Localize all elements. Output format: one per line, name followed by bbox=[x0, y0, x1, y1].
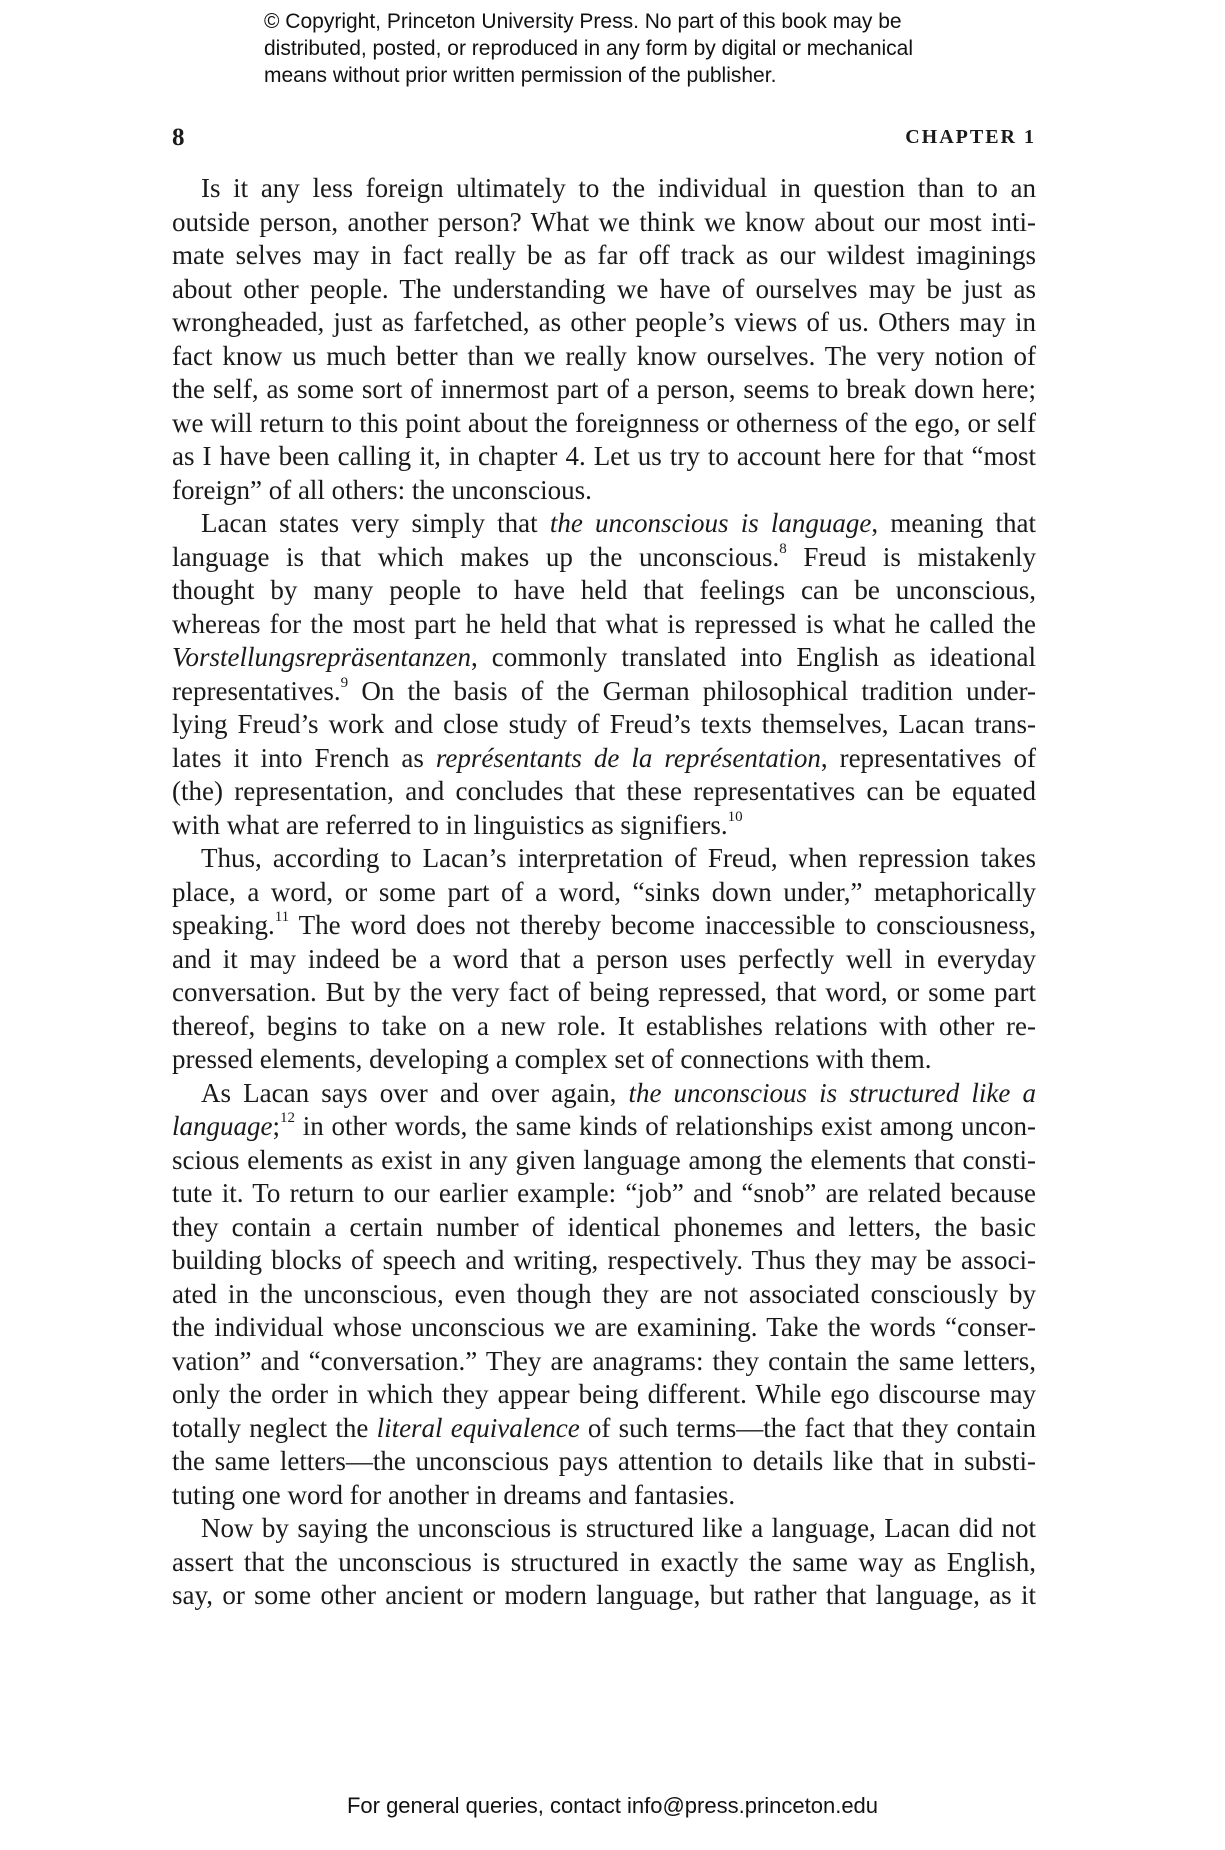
text-line: (the) representation, and concludes that these representatives can be equated bbox=[172, 776, 1036, 806]
paragraph bbox=[172, 1077, 1036, 1513]
italic-text: représentants de la représentation bbox=[435, 742, 821, 773]
chapter-label: CHAPTER 1 bbox=[905, 126, 1036, 148]
copyright-notice bbox=[264, 8, 1024, 89]
text-line: they contain a certain number of identical phonemes and letters, the basic bbox=[172, 1211, 1036, 1242]
text-line: whereas for the most part he held that what is repressed is what he called the bbox=[172, 608, 1036, 639]
copyright-line: distributed, posted, or reproduced in any form by digital or mechanical bbox=[264, 37, 914, 60]
paragraph bbox=[172, 1512, 1036, 1613]
text-line: tute it. To return to our earlier example: “job” and “snob” are related because bbox=[172, 1178, 1036, 1208]
text-line: language is that which makes up the unconscious.$^8$ Freud is mistakenly bbox=[172, 540, 1036, 572]
text-line: place, a word, or some part of a word, “sinks down under,” metaphorically bbox=[172, 876, 1036, 907]
text-line: the self, as some sort of innermost part of a person, seems to break down here; bbox=[172, 374, 1036, 404]
text-line: ated in the unconscious, even though they are not associated consciously by bbox=[172, 1278, 1036, 1309]
footnote-marker: 11 bbox=[274, 909, 290, 925]
paragraph bbox=[172, 842, 1036, 1077]
text-line: and it may indeed be a word that a person uses perfectly well in everyday bbox=[172, 943, 1036, 974]
text-line: we will return to this point about the foreignness or otherness of the ego, or self bbox=[172, 407, 1036, 438]
text-line: assert that the unconscious is structured in exactly the same way as English, bbox=[172, 1546, 1036, 1577]
text-line: thought by many people to have held that feelings can be unconscious, bbox=[172, 575, 1036, 605]
copyright-line: means without prior written permission of the publisher. bbox=[264, 64, 777, 87]
text-line: language;$^{12}$ in other words, the same kinds of relationships exist among uncon- bbox=[172, 1110, 1036, 1141]
paragraph bbox=[172, 172, 1036, 507]
text-line: pressed elements, developing a complex set of connections with them. bbox=[172, 1044, 932, 1074]
text-line: building blocks of speech and writing, respectively. Thus they may be associ- bbox=[172, 1245, 1036, 1275]
text-line: conversation. But by the very fact of being repressed, that word, or some part bbox=[172, 977, 1036, 1007]
page-number: 8 bbox=[172, 124, 185, 151]
footer-contact: For general queries, contact info@press.princeton.edu bbox=[346, 1793, 879, 1818]
italic-text: Vorstellungsrepräsentanzen bbox=[172, 642, 471, 672]
italic-text: the unconscious is language bbox=[549, 508, 872, 538]
footnote-marker: 8 bbox=[779, 540, 787, 557]
text-line: vation” and “conversation.” They are anagrams: they contain the same letters, bbox=[172, 1345, 1036, 1376]
text-line: Vorstellungsrepräsentanzen, commonly translated into English as ideational bbox=[172, 642, 1036, 672]
text-line: Lacan states very simply that the unconscious is language, meaning that bbox=[201, 508, 1036, 538]
text-line: Is it any less foreign ultimately to the individual in question than to an bbox=[201, 173, 1036, 203]
text-line: speaking.$^{11}$ The word does not thereby become inaccessible to consciousness, bbox=[172, 909, 1036, 940]
text-line: As Lacan says over and over again, the unconscious is structured like a bbox=[201, 1077, 1036, 1108]
text-line: the same letters—the unconscious pays attention to details like that in substi- bbox=[172, 1446, 1036, 1476]
text-line: mate selves may in fact really be as far off track as our wildest imaginings bbox=[172, 240, 1036, 270]
text-line: Now by saying the unconscious is structured like a language, Lacan did not bbox=[201, 1513, 1036, 1543]
text-line: tuting one word for another in dreams and fantasies. bbox=[172, 1479, 736, 1510]
italic-text: literal equivalence bbox=[376, 1412, 580, 1443]
text-line: scious elements as exist in any given language among the elements that consti- bbox=[172, 1144, 1036, 1175]
text-line: wrongheaded, just as farfetched, as other people’s views of us. Others may in bbox=[172, 307, 1036, 337]
text-line: about other people. The understanding we have of ourselves may be just as bbox=[172, 273, 1036, 304]
text-line: say, or some other ancient or modern language, but rather that language, as it bbox=[172, 1580, 1036, 1610]
text-line: only the order in which they appear being different. While ego discourse may bbox=[172, 1379, 1036, 1409]
body-text bbox=[172, 172, 1036, 1613]
text-line: lying Freud’s work and close study of Freud’s texts themselves, Lacan trans- bbox=[172, 709, 1036, 739]
text-line: lates it into French as représentants de la représentation, representatives of bbox=[172, 742, 1036, 773]
footnote-marker: 9 bbox=[340, 674, 349, 691]
running-head bbox=[172, 124, 1036, 154]
paragraph bbox=[172, 507, 1036, 842]
text-line: outside person, another person? What we think we know about our most inti- bbox=[172, 206, 1036, 237]
footnote-marker: 10 bbox=[727, 808, 743, 825]
text-line: thereof, begins to take on a new role. It establishes relations with other re- bbox=[172, 1010, 1036, 1041]
italic-text: the unconscious is structured like a bbox=[628, 1077, 1036, 1108]
italic-text: language bbox=[172, 1111, 273, 1141]
text-line: with what are referred to in linguistics as signifiers.$^{10}$ bbox=[172, 808, 743, 840]
footnote-marker: 12 bbox=[280, 1110, 296, 1126]
text-line: foreign” of all others: the unconscious. bbox=[172, 474, 592, 505]
text-line: totally neglect the literal equivalence of such terms—the fact that they contain bbox=[172, 1412, 1037, 1443]
text-line: representatives.$^9$ On the basis of the German philosophical tradition under- bbox=[172, 674, 1036, 706]
text-line: the individual whose unconscious we are examining. Take the words “conser- bbox=[172, 1312, 1036, 1342]
text-line: fact know us much better than we really know ourselves. The very notion of bbox=[172, 340, 1036, 371]
copyright-line: © Copyright, Princeton University Press. No part of this book may be bbox=[264, 10, 902, 33]
text-line: Thus, according to Lacan’s interpretation of Freud, when repression takes bbox=[201, 843, 1036, 873]
text-line: as I have been calling it, in chapter 4. Let us try to account here for that “most bbox=[172, 441, 1036, 471]
